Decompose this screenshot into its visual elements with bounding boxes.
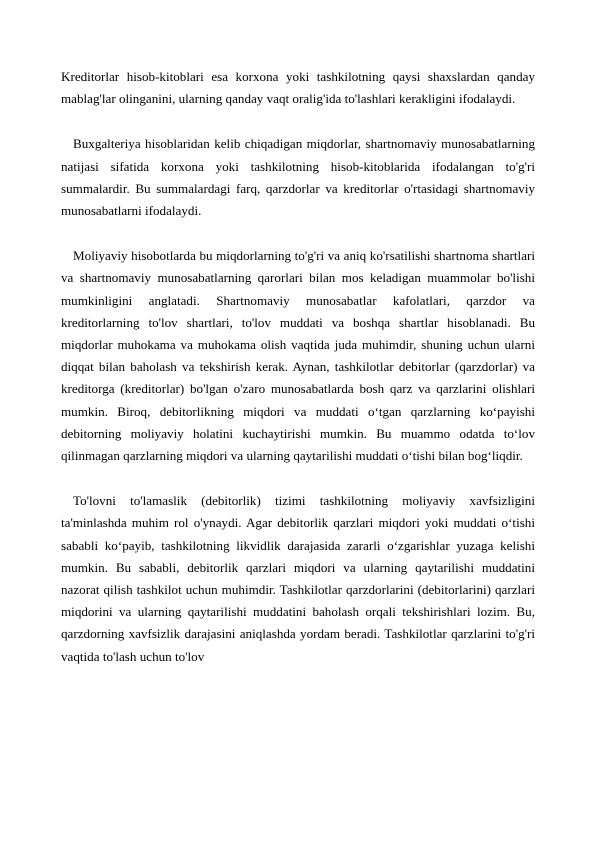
paragraph-gap <box>61 222 535 245</box>
paragraph-2: Buxgalteriya hisoblaridan kelib chiqadigan miqdorlar, shartnomaviy munosabatlarning natijasi sifatida korxona yoki tashkilotning hisob-kitoblarida ifodalangan to'g'ri summalardir. Bu summalardagi farq, qarzdorlar va kreditorlar o'rtasidagi shartnomaviy munosabatlarni ifodalaydi. <box>61 136 535 219</box>
paragraph-3: Moliyaviy hisobotlarda bu miqdorlarning to'g'ri va aniq ko'rsatilishi shartnoma shartlari va shartnomaviy munosabatlarning qarorlari bilan mos keladigan muammolar bo'lishi mumkinligini anglatadi. Shartnomaviy munosabatlar kafolatlari, qarzdor va kreditorlarning to'lov shartlari, to'lov muddati va boshqa shartlar hisoblanadi. Bu miqdorlar muhokama va muhokama olish vaqtida juda muhimdir, shuning uchun ularni diqqat bilan baholash va tekshirish kerak. Aynan, tashkilotlar debitorlar (qarzdorlar) va kreditorga (kreditorlar) bo'lgan o'zaro munosabatlarda bosh qarz va qarzlarini olishlari mumkin. Biroq, debitorlikning miqdori va muddati o‘tgan qarzlarning ko‘payishi debitorning moliyaviy holatini kuchaytirishi mumkin. Bu muammo odatda to‘lov qilinmagan qarzlarning miqdori va ularning qaytarilishi muddati o‘tishi bilan bog‘liqdir. <box>61 248 535 464</box>
document-page <box>61 66 535 668</box>
paragraph-gap <box>61 110 535 133</box>
paragraph-4: To'lovni to'lamaslik (debitorlik) tizimi tashkilotning moliyaviy xavfsizligini ta'minlashda muhim rol o'ynaydi. Agar debitorlik qarzlari miqdori yoki muddati o‘tishi sababli ko‘payib, tashkilotning likvidlik darajasida zararli o‘zgarishlar yuzaga kelishi mumkin. Bu sababli, debitorlik qarzlari miqdori va ularning qaytarilishi muddatini nazorat qilish tashkilot uchun muhimdir. Tashkilotlar qarzdorlarini (debitorlarini) qarzlari miqdorini va ularning qaytarilishi muddatini baholash orqali tekshirishlari lozim. Bu, qarzdorning xavfsizlik darajasini aniqlashda yordam beradi. Tashkilotlar qarzlarini to'g'ri vaqtida to'lash uchun to'lov <box>61 493 535 664</box>
paragraph-gap <box>61 467 535 490</box>
paragraph-1: Kreditorlar hisob-kitoblari esa korxona yoki tashkilotning qaysi shaxslardan qanday mablag'lar olinganini, ularning qanday vaqt oralig'ida to'lashlari kerakligini ifodalaydi. <box>61 69 535 107</box>
